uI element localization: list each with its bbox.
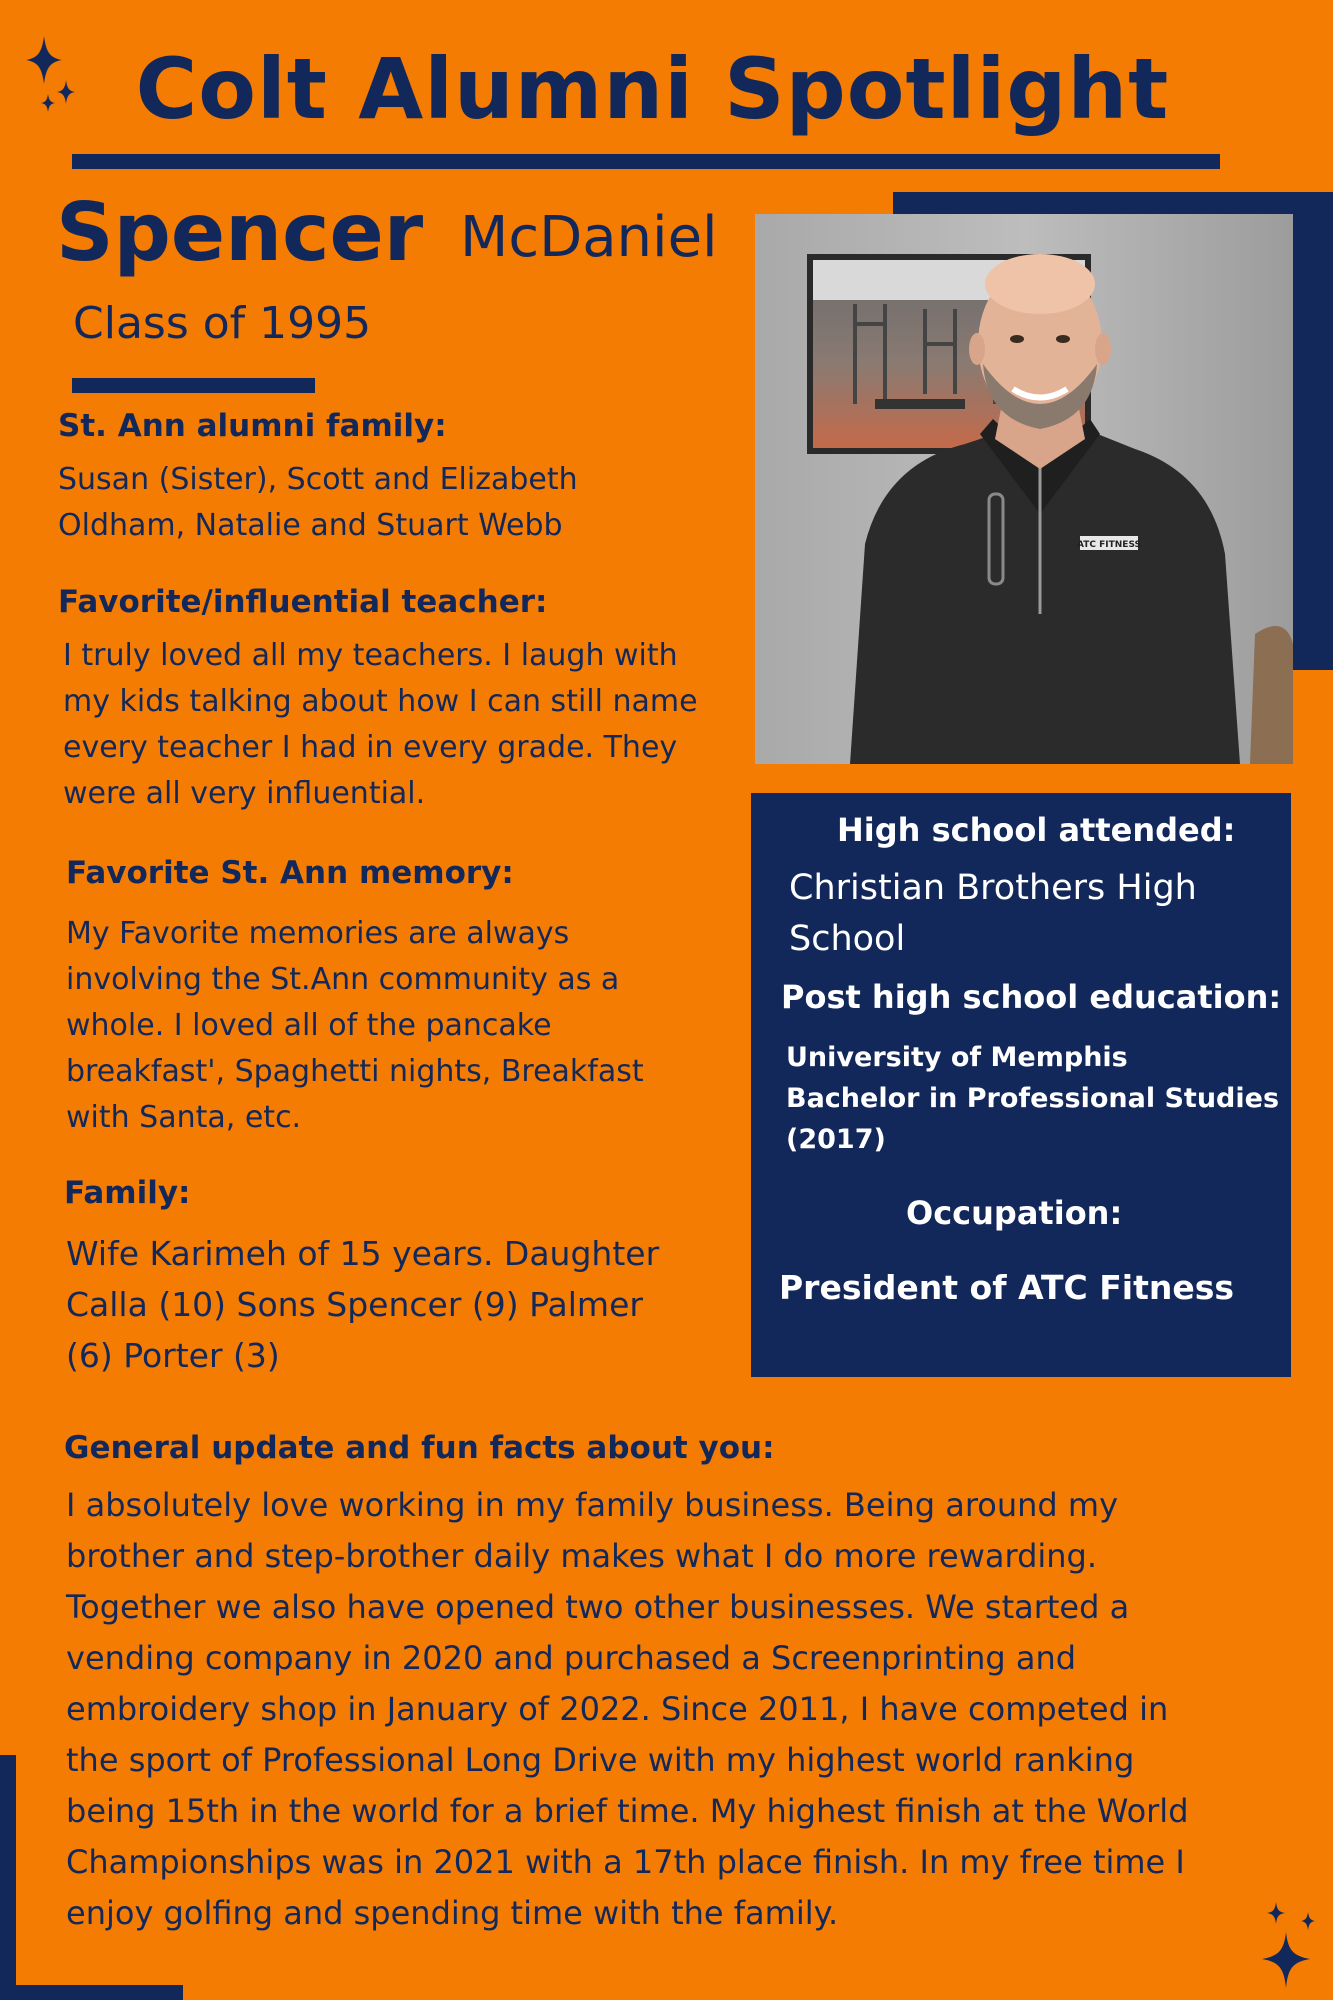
update-text: I absolutely love working in my family business. Being around my brother and step-brother daily makes what I do more rewarding. Together we also have opened two other businesses. We started a vending company in 2020 and purchased a Screenprinting and embroidery shop in January of 2022. Since 2011, I have competed in the sport of Professional Long Drive with my highest world ranking being 15th in the world for a brief time. My highest finish at the World Championships was in 2021 with a 17th place finish. In my free time I enjoy golfing and spending time with the family. bbox=[66, 1486, 1189, 1932]
bottom-accent-bar bbox=[0, 1985, 183, 2000]
name-underline bbox=[72, 378, 315, 393]
occupation-label: Occupation: bbox=[906, 1194, 1123, 1232]
high-school-value: Christian Brothers High School bbox=[789, 868, 1197, 959]
memory-label: Favorite St. Ann memory: bbox=[66, 855, 514, 891]
left-accent-bar bbox=[0, 1755, 16, 2000]
occupation-value: President of ATC Fitness bbox=[779, 1268, 1235, 1307]
update-label: General update and fun facts about you: bbox=[64, 1430, 775, 1466]
last-name: McDaniel bbox=[460, 205, 718, 270]
post-hs-value: University of Memphis Bachelor in Professional Studies (2017) bbox=[786, 1042, 1280, 1155]
alumni-family-text: Susan (Sister), Scott and Elizabeth Oldham, Natalie and Stuart Webb bbox=[58, 462, 578, 543]
teacher-text: I truly loved all my teachers. I laugh with my kids talking about how I can still name every teacher I had in every grade. They were all very influential. bbox=[63, 638, 698, 811]
page-title: Colt Alumni Spotlight bbox=[135, 40, 1170, 138]
high-school-label: High school attended: bbox=[837, 811, 1236, 849]
svg-text:ATC FITNESS: ATC FITNESS bbox=[1076, 540, 1142, 550]
alumnus-photo bbox=[755, 214, 1293, 764]
alumni-family-label: St. Ann alumni family: bbox=[58, 408, 447, 444]
teacher-label: Favorite/influential teacher: bbox=[58, 584, 548, 620]
class-year: Class of 1995 bbox=[73, 298, 372, 349]
info-box bbox=[751, 793, 1291, 1377]
first-name: Spencer bbox=[56, 186, 424, 279]
title-underline bbox=[72, 154, 1220, 169]
family-text: Wife Karimeh of 15 years. Daughter Calla (10) Sons Spencer (9) Palmer (6) Porter (3) bbox=[66, 1234, 660, 1375]
sparkle-icon bbox=[1252, 1898, 1328, 1994]
family-label: Family: bbox=[64, 1175, 191, 1211]
post-hs-label: Post high school education: bbox=[781, 978, 1282, 1016]
memory-text: My Favorite memories are always involving the St.Ann community as a whole. I loved all of the pancake breakfast', Spaghetti nights, Breakfast with Santa, etc. bbox=[66, 916, 644, 1135]
